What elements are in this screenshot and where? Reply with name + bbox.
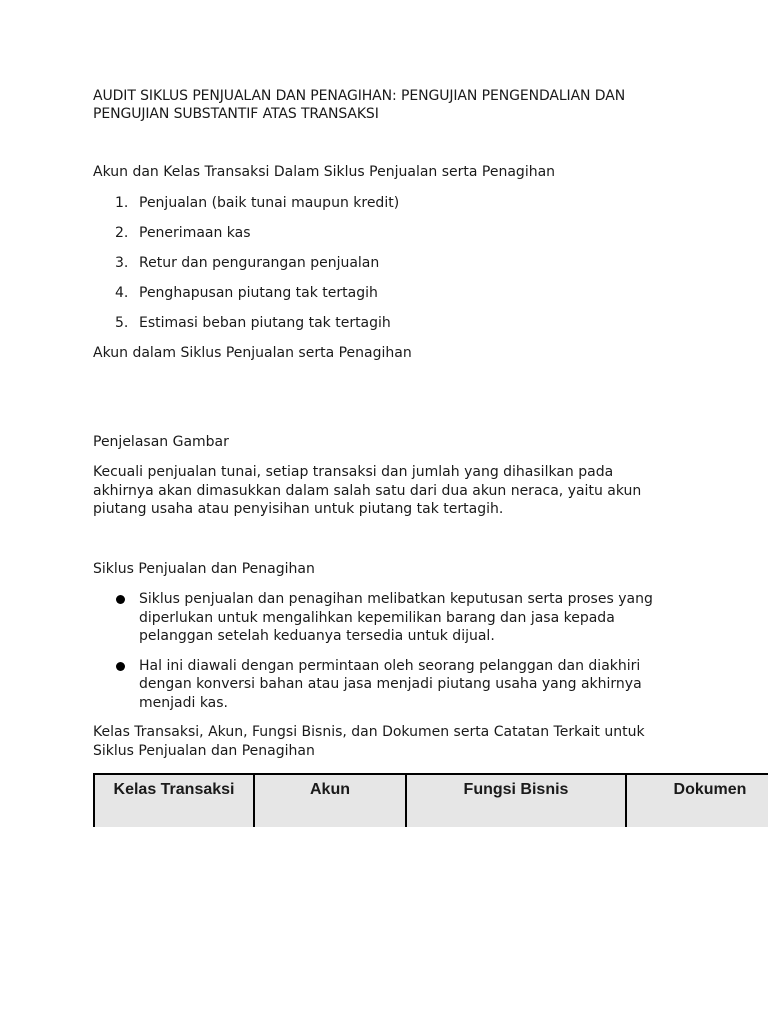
sales-cycle-bullets xyxy=(93,590,673,723)
list-number: 2. xyxy=(115,225,129,241)
table-header-cell: Akun xyxy=(254,774,406,827)
bullet-icon xyxy=(116,595,125,604)
list-number: 3. xyxy=(115,255,129,271)
list-item-text: Penjualan (baik tunai maupun kredit) xyxy=(139,195,400,211)
list-item xyxy=(93,314,399,344)
table-header-row xyxy=(94,774,768,827)
list-item xyxy=(93,224,399,254)
list-number: 4. xyxy=(115,285,129,301)
list-item xyxy=(93,254,399,284)
figure-explanation-body: Kecuali penjualan tunai, setiap transaksi dan jumlah yang dihasilkan pada akhirnya akan dimasukkan dalam salah satu dari dua akun neraca, yaitu akun piutang usaha atau penyisihan untuk piutang tak tertagih. xyxy=(93,464,642,517)
list-item xyxy=(93,194,399,224)
list-item-text: Retur dan pengurangan penjualan xyxy=(139,255,380,271)
list-item xyxy=(93,657,673,713)
list-item-text: Penghapusan piutang tak tertagih xyxy=(139,285,378,301)
section-heading-accounts-classes: Akun dan Kelas Transaksi Dalam Siklus Penjualan serta Penagihan xyxy=(93,164,556,180)
list-item-text: Penerimaan kas xyxy=(139,225,251,241)
section-heading-figure-explanation: Penjelasan Gambar xyxy=(93,434,229,450)
list-item-text: Estimasi beban piutang tak tertagih xyxy=(139,315,391,331)
list-number: 1. xyxy=(115,195,129,211)
section-heading-sales-cycle: Siklus Penjualan dan Penagihan xyxy=(93,561,315,577)
transaction-class-list xyxy=(93,194,399,344)
bullet-text: Siklus penjualan dan penagihan melibatkan keputusan serta proses yang diperlukan untuk mengalihkan kepemilikan barang dan jasa kepada pelanggan setelah keduanya tersedia untuk dijual. xyxy=(139,591,653,644)
table-header-cell: Kelas Transaksi xyxy=(94,774,254,827)
table-header-cell: Dokumen xyxy=(626,774,768,827)
list-item xyxy=(93,590,673,646)
bullet-icon xyxy=(116,662,125,671)
list-item xyxy=(93,284,399,314)
document-title: AUDIT SIKLUS PENJUALAN DAN PENAGIHAN: PENGUJIAN PENGENDALIAN DAN PENGUJIAN SUBSTANTIF ATAS TRANSAKSI xyxy=(93,88,626,122)
bullet-text: Hal ini diawali dengan permintaan oleh seorang pelanggan dan diakhiri dengan konversi bahan atau jasa menjadi piutang usaha yang akhirnya menjadi kas. xyxy=(139,657,642,711)
section-heading-table-caption: Kelas Transaksi, Akun, Fungsi Bisnis, dan Dokumen serta Catatan Terkait untuk Siklus Penjualan dan Penagihan xyxy=(93,724,645,759)
list-number: 5. xyxy=(115,315,129,331)
transaction-table xyxy=(93,773,768,827)
transaction-table-grid xyxy=(93,773,768,827)
section-heading-accounts: Akun dalam Siklus Penjualan serta Penagihan xyxy=(93,345,412,361)
table-header-cell: Fungsi Bisnis xyxy=(406,774,626,827)
